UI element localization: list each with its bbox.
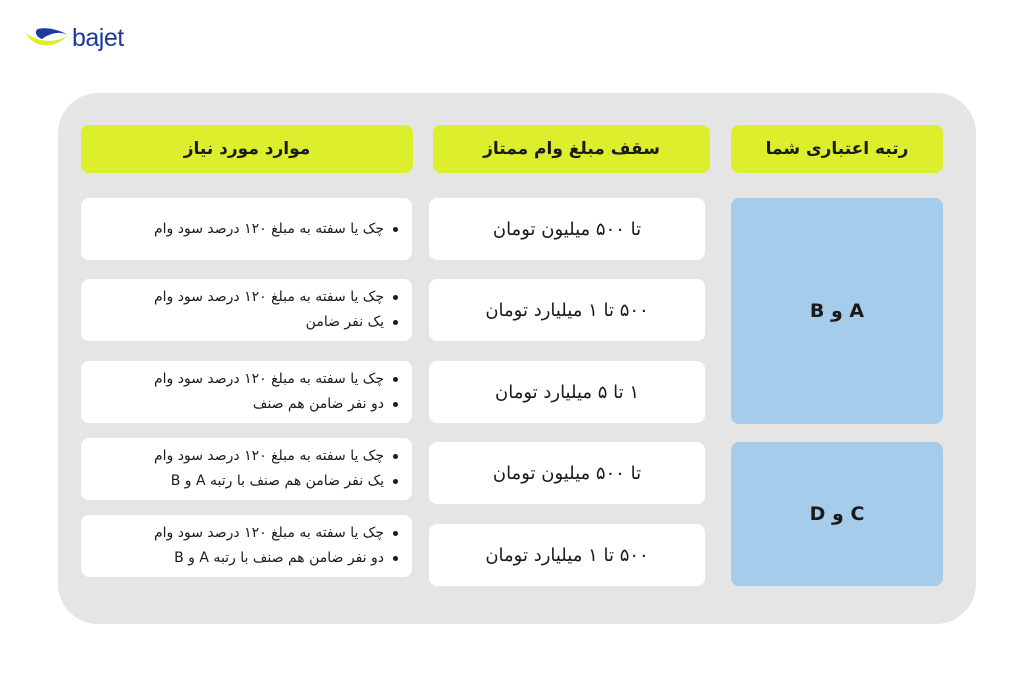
requirement-item: چک یا سفته به مبلغ ۱۲۰ درصد سود وام: [154, 521, 398, 546]
bajet-logo-icon: [24, 25, 70, 51]
rank-cell-ab: A و B: [731, 198, 943, 424]
requirements-cell: [81, 515, 412, 577]
requirement-item: چک یا سفته به مبلغ ۱۲۰ درصد سود وام: [154, 367, 398, 392]
requirements-list: [154, 521, 398, 571]
loan-amount-cell: ۱ تا ۵ میلیارد تومان: [429, 361, 705, 423]
requirement-item: چک یا سفته به مبلغ ۱۲۰ درصد سود وام: [154, 444, 398, 469]
requirements-list: [154, 217, 398, 242]
bajet-logo: [24, 22, 124, 54]
rank-cell-cd: C و D: [731, 442, 943, 586]
loan-amount-cell: ۵۰۰ تا ۱ میلیارد تومان: [429, 524, 705, 586]
requirement-item: دو نفر ضامن هم صنف: [154, 392, 398, 417]
requirements-cell: [81, 279, 412, 341]
requirement-item: یک نفر ضامن: [154, 310, 398, 335]
requirement-item: یک نفر ضامن هم صنف با رتبه A و B: [154, 469, 398, 494]
header-loan-cap: سقف مبلغ وام ممتاز: [433, 125, 710, 173]
header-requirements: موارد مورد نیاز: [81, 125, 413, 173]
requirements-cell: [81, 438, 412, 500]
requirement-item: چک یا سفته به مبلغ ۱۲۰ درصد سود وام: [154, 285, 398, 310]
loan-amount-cell: تا ۵۰۰ میلیون تومان: [429, 198, 705, 260]
requirements-cell: [81, 361, 412, 423]
loan-amount-cell: ۵۰۰ تا ۱ میلیارد تومان: [429, 279, 705, 341]
brand-name: bajet: [72, 23, 124, 52]
requirements-list: [154, 444, 398, 494]
requirements-list: [154, 285, 398, 335]
requirements-cell: [81, 198, 412, 260]
requirement-item: دو نفر ضامن هم صنف با رتبه A و B: [154, 546, 398, 571]
header-rank: رتبه اعتباری شما: [731, 125, 943, 173]
requirements-list: [154, 367, 398, 417]
loan-amount-cell: تا ۵۰۰ میلیون تومان: [429, 442, 705, 504]
requirement-item: چک یا سفته به مبلغ ۱۲۰ درصد سود وام: [154, 217, 398, 242]
